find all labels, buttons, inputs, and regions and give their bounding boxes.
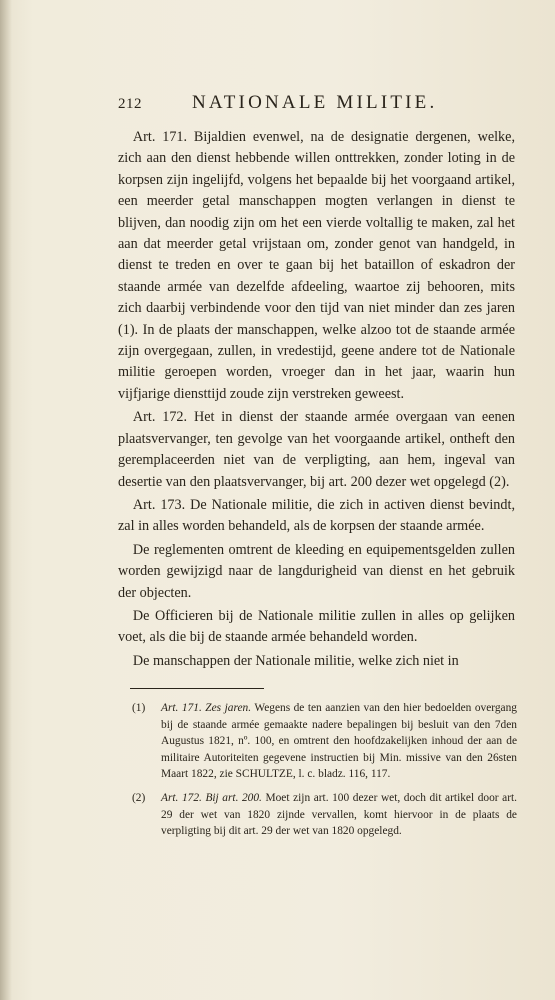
footnote-text: Wegens de ten aanzien van den hier bedoelden overgang bij de staande armée gemaakte nadere bepalingen bij besluit van den 7den Augustus 1821, nº. 100, en omtrent den hoofdzakelijken inhoud der aan de militaire Autoriteiten gegevene instructien bij Min. missive van den 26sten Maart 1822, zie SCHULTZE, l. c. bladz. 116, 117.	[161, 702, 517, 781]
page-spine-shadow	[0, 0, 12, 1000]
paragraph-reglementen: De reglementen omtrent de kleeding en equipementsgelden zullen worden gewijzigd naar de langdurigheid van dienst en het gebruik der objecten.	[118, 541, 515, 601]
paragraph-officieren: De Officieren bij de Nationale militie zullen in alles op gelijken voet, als die bij de staande armée behandeld worden.	[118, 607, 515, 646]
paragraph-manschappen: De manschappen der Nationale militie, welke zich niet in	[132, 652, 459, 669]
footnote-2	[132, 790, 517, 840]
page-number: 212	[118, 96, 142, 112]
footnote-separator	[130, 688, 264, 689]
running-title: NATIONALE MILITIE.	[192, 92, 438, 113]
footnote-reference: Art. 171. Zes jaren.	[161, 702, 252, 714]
paragraph-art-173: Art. 173. De Nationale militie, die zich in activen dienst bevindt, zal in alles worden behandeld, als de korpsen der staande armée.	[118, 496, 515, 535]
body-text	[118, 127, 515, 674]
footnotes	[132, 700, 517, 847]
paragraph-art-171: Art. 171. Bijaldien evenwel, na de designatie dergenen, welke, zich aan den dienst hebbende willen onttrekken, zonder loting in de korpsen zijn ingelijfd, volgens het bepaalde bij het voorgaand artikel, een meerder getal manschappen mogten verlangen in dienst te blijven, dan noodig zijn om het een vierde voltallig te maken, zal het aan dat meerder getal vrijstaan om, zonder genot van handgeld, in dienst te treden en over te gaan bij het bataillon of eskadron der staande armée van dezelfde afdeeling, waartoe zij behooren, mits zich daarbij verbindende voor den tijd van niet minder dan zes jaren (1). In de plaats der manschappen, welke alzoo tot de staande armée zijn overgegaan, zullen, in vredestijd, geene andere tot de Nationale militie geroepen worden, vroeger dan in het jaar, waarin hun vijfjarige diensttijd zoude zijn verstreken geweest.	[118, 129, 515, 402]
footnote-marker: (2)	[132, 791, 146, 804]
paragraph-art-172: Art. 172. Het in dienst der staande armée overgaan van eenen plaatsvervanger, ten gevolge van het voorgaande artikel, ontheft den geremplaceerden niet van de verpligting, aan hem, ingeval van desertie van den plaatsvervanger, bij art. 200 dezer wet opgelegd (2).	[118, 409, 515, 490]
footnote-1	[132, 700, 517, 783]
footnote-reference: Art. 172. Bij art. 200.	[161, 791, 262, 804]
page-header	[118, 92, 518, 118]
footnote-marker: (1)	[132, 702, 146, 714]
footnote-text: Moet zijn art. 100 dezer wet, doch dit artikel door art. 29 der wet van 1820 zijnde vervallen, komt hiervoor in de plaats de verpligting bij dit art. 29 der wet van 1820 opgelegd.	[161, 791, 517, 838]
